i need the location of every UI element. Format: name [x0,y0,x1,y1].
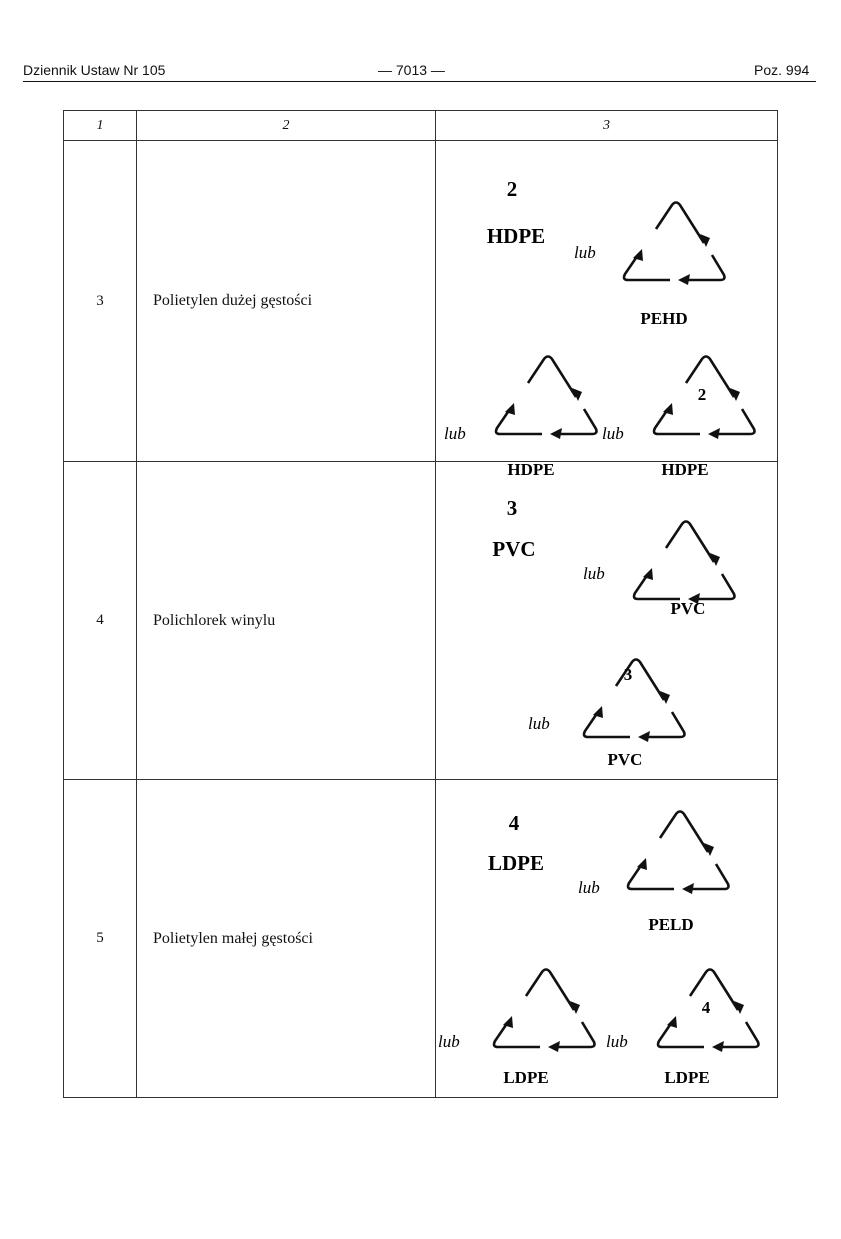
lub-label: lub [583,564,605,583]
row-number: 3 [64,141,137,462]
lub-label: lub [438,1032,460,1051]
triangle-inner-number: 2 [697,385,707,404]
material-name: Polietylen małej gęstości [137,780,436,1098]
material-name: Polichlorek winylu [137,462,436,780]
symbol-label: LDPE [664,1068,710,1087]
lub-label: lub [606,1032,628,1051]
code-abbreviation: LDPE [487,851,545,875]
code-number: 4 [508,811,520,835]
row-number: 4 [64,462,137,780]
triangle-inner-number: 4 [701,998,711,1017]
symbol-label: LDPE [503,1068,549,1087]
triangle-inner-number: 3 [623,665,633,684]
column-header-2: 2 [137,111,436,141]
symbol-label: HDPE [507,460,555,479]
recycling-codes-table [63,110,778,1098]
recycling-triangle-icon [634,522,735,605]
table-row [64,462,778,780]
row-number: 5 [64,780,137,1098]
symbol-cell [436,462,778,780]
recycling-triangle-icon [496,357,597,440]
recycling-triangle-icon [584,660,685,743]
column-header-row [64,111,778,141]
lub-label: lub [574,243,596,262]
recycling-triangle-icon [628,812,729,895]
symbol-label: PEHD [640,309,688,328]
recycling-triangle-icon [494,970,595,1053]
material-name: Polietylen dużej gęstości [137,141,436,462]
lub-label: lub [528,714,550,733]
symbol-label: PELD [648,915,694,934]
symbol-label: HDPE [661,460,709,479]
hdpe-symbols [436,141,778,479]
code-number: 2 [506,177,518,201]
position-number: Poz. 994 [754,62,810,78]
table-row [64,780,778,1098]
symbol-cell [436,141,778,479]
ldpe-symbols [436,780,778,1098]
symbol-label: PVC [607,750,643,769]
pvc-symbols [436,462,778,780]
code-abbreviation: PVC [492,537,536,561]
code-abbreviation: HDPE [486,224,546,248]
lub-label: lub [444,424,466,443]
page-number: — 7013 — [378,62,445,78]
column-header-1: 1 [64,111,137,141]
lub-label: lub [578,878,600,897]
symbol-cell [436,780,778,1098]
journal-title: Dziennik Ustaw Nr 105 [23,62,166,78]
table-row [64,141,778,462]
recycling-triangle-icon [624,203,725,286]
code-number: 3 [506,496,518,520]
symbol-label: PVC [670,599,706,618]
lub-label: lub [602,424,624,443]
column-header-3: 3 [436,111,778,141]
header-rule [23,81,816,82]
